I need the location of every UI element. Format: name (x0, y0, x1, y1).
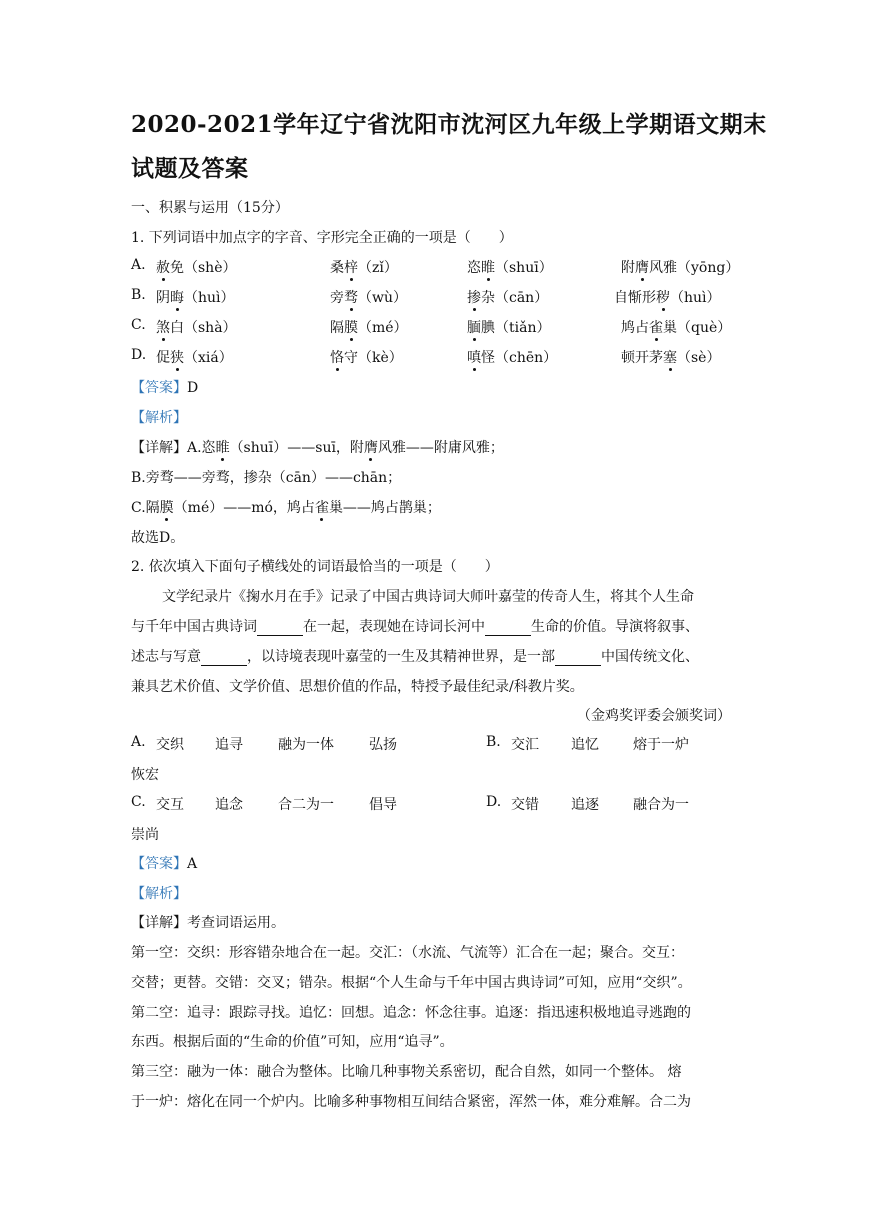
option-word: 倡导 (369, 797, 397, 813)
option-label: C. (131, 317, 146, 333)
page-title-continued: 试题及答案 (131, 155, 249, 182)
explanation-line: 第三空：融为一体：融合为整体。比喻几种事物关系密切，配合自然，如同一个整体。 熔 (131, 1064, 682, 1080)
option-item: 隔膜（mé） (330, 320, 408, 336)
option-item: 桑梓（zǐ） (330, 260, 398, 276)
detail-line: 【详解】A.恣睢（shuī）——suī，附膺风雅——附庸风雅； (131, 440, 504, 456)
option-word: 恢宏 (131, 767, 159, 783)
option-label: B. (486, 734, 501, 750)
option-word: 追念 (215, 797, 243, 813)
fill-blank (555, 651, 601, 666)
question-2-stem: 2. 依次填入下面句子横线处的词语最恰当的一项是（ ） (131, 559, 499, 575)
option-item: 阴晦（huì） (156, 290, 235, 306)
fill-blank (201, 651, 247, 666)
option-item: 附膺风雅（yōng） (621, 260, 740, 276)
explanation-line: 于一炉：熔化在同一个炉内。比喻多种事物相互间结合紧密，浑然一体，难分难解。合二为 (131, 1094, 691, 1110)
detail-line: B.旁骛——旁骛，掺杂（cān）——chān； (131, 470, 402, 486)
analysis-tag: 【解析】 (131, 886, 187, 902)
option-item: 赦免（shè） (156, 260, 237, 276)
page-title: 2020-2021学年辽宁省沈阳市沈河区九年级上学期语文期末 (131, 111, 767, 138)
conclusion-line: 故选D。 (131, 530, 185, 546)
option-label: A. (131, 734, 146, 750)
explanation-line: 第二空：追寻：跟踪寻找。追忆：回想。追念：怀念往事。追逐：指迅速积极地追寻逃跑的 (131, 1005, 691, 1021)
option-word: 交互 (156, 797, 184, 813)
fill-blank (485, 621, 531, 636)
option-word: 交汇 (511, 737, 539, 753)
option-item: 腼腆（tiǎn） (467, 320, 551, 336)
passage-line: 兼具艺术价值、文学价值、思想价值的作品，特授予最佳纪录/科教片奖。 (131, 679, 584, 695)
explanation-line: 交替；更替。交错：交叉；错杂。根据“个人生命与千年中国古典诗词”可知，应用“交织”。 (131, 975, 692, 991)
option-label: D. (131, 347, 147, 363)
option-item: 自惭形秽（huì） (614, 290, 721, 306)
option-label: A. (131, 257, 146, 273)
source-note: （金鸡奖评委会颁奖词） (577, 708, 731, 724)
explanation-line: 东西。根据后面的“生命的价值”可知，应用“追寻”。 (131, 1034, 454, 1050)
option-item: 恪守（kè） (330, 350, 403, 366)
answer-line: 【答案】A (131, 856, 198, 872)
option-item: 嗔怪（chēn） (467, 350, 558, 366)
option-item: 促狭（xiá） (156, 350, 233, 366)
analysis-tag: 【解析】 (131, 410, 187, 426)
option-item: 恣睢（shuī） (467, 260, 553, 276)
option-item: 掺杂（cān） (467, 290, 549, 306)
option-word: 融为一体 (278, 737, 334, 753)
option-word: 熔于一炉 (633, 737, 689, 753)
question-1-stem: 1. 下列词语中加点字的字音、字形完全正确的一项是（ ） (131, 230, 513, 246)
answer-line: 【答案】D (131, 380, 199, 396)
option-item: 煞白（shà） (156, 320, 237, 336)
option-word: 融合为一 (633, 797, 689, 813)
option-item: 顿开茅塞（sè） (621, 350, 721, 366)
option-item: 旁骛（wù） (330, 290, 407, 306)
option-word: 弘扬 (369, 737, 397, 753)
option-word: 追忆 (571, 737, 599, 753)
option-word: 追逐 (571, 797, 599, 813)
option-word: 交织 (156, 737, 184, 753)
detail-line: C.隔膜（mé）——mó，鸠占雀巢——鸠占鹊巢； (131, 500, 441, 516)
section-heading: 一、积累与运用（15分） (131, 200, 289, 216)
explanation-line: 第一空：交织：形容错杂地合在一起。交汇：（水流、气流等）汇合在一起；聚合。交互： (131, 945, 684, 961)
option-item: 鸠占雀巢（què） (621, 320, 732, 336)
option-label: D. (486, 794, 502, 810)
option-word: 追寻 (215, 737, 243, 753)
option-word: 交错 (511, 797, 539, 813)
passage-line: 述志与写意 ，以诗境表现叶嘉莹的一生及其精神世界，是一部 中国传统文化、 (131, 649, 699, 665)
option-label: C. (131, 794, 146, 810)
option-label: B. (131, 287, 146, 303)
detail-line: 【详解】考查词语运用。 (131, 915, 285, 931)
passage-line: 文学纪录片《掬水月在手》记录了中国古典诗词大师叶嘉莹的传奇人生，将其个人生命 (162, 589, 694, 605)
fill-blank (257, 621, 303, 636)
passage-line: 与千年中国古典诗词 在一起，表现她在诗词长河中 生命的价值。导演将叙事、 (131, 619, 699, 635)
option-word: 崇尚 (131, 827, 159, 843)
option-word: 合二为一 (278, 797, 334, 813)
